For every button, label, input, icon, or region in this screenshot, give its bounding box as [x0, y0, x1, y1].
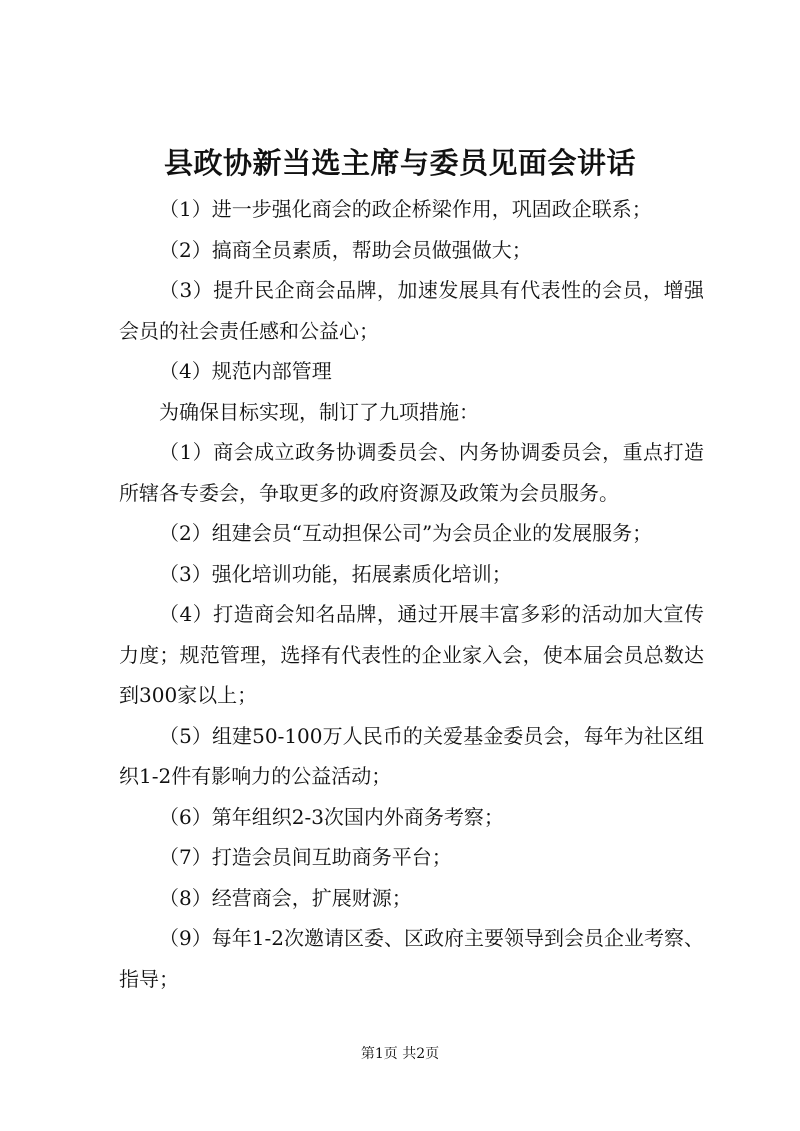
paragraph: （3）强化培训功能，拓展素质化培训；: [159, 561, 512, 586]
page-number-footer: 第1页 共2页: [360, 1046, 440, 1062]
paragraph: （7）打造会员间互助商务平台；: [159, 845, 452, 869]
paragraph: （3）提升民企商会品牌，加速发展具有代表性的会员，增强会员的社会责任感和公益心；: [119, 278, 704, 343]
document-body: [119, 189, 704, 999]
paragraph: 为确保目标实现，制订了九项措施：: [159, 399, 479, 424]
paragraph: （4）打造商会知名品牌，通过开展丰富多彩的活动加大宣传力度；规范管理，选择有代表性的企业家入会，使本届会员总数达到300家以上；: [119, 602, 704, 707]
paragraph: （4）规范内部管理: [159, 359, 332, 383]
paragraph: （6）第年组织2-3次国内外商务考察；: [159, 804, 504, 829]
paragraph: （5）组建50-100万人民币的关爱基金委员会，每年为社区组织1-2件有影响力的公益活动；: [119, 723, 704, 788]
document-title: 县政协新当选主席与委员见面会讲话: [163, 146, 636, 180]
paragraph: （1）进一步强化商会的政企桥梁作用，巩固政企联系；: [159, 197, 652, 221]
paragraph: （2）搞商全员素质，帮助会员做强做大；: [159, 237, 532, 262]
paragraph: （8）经营商会，扩展财源；: [159, 885, 412, 910]
paragraph: （9）每年1-2次邀请区委、区政府主要领导到会员企业考察、指导；: [119, 926, 704, 991]
paragraph: （2）组建会员“互动担保公司”为会员企业的发展服务；: [159, 521, 653, 545]
paragraph: （1）商会成立政务协调委员会、内务协调委员会，重点打造所辖各专委会，争取更多的政府资源及政策为会员服务。: [119, 440, 704, 505]
